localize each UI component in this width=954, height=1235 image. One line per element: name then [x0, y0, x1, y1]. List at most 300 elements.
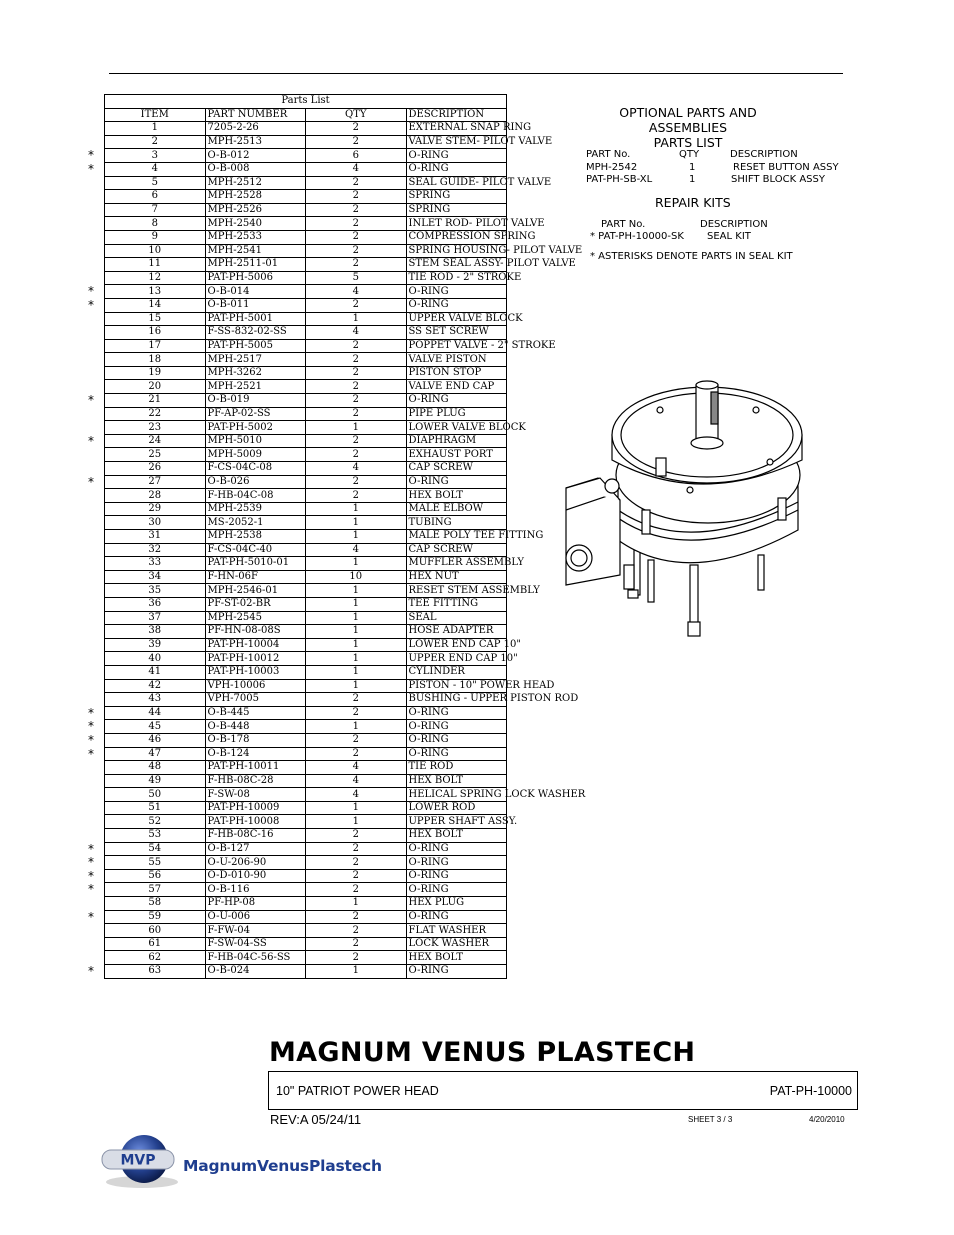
qty-cell: [306, 176, 407, 190]
description-cell-text: TEE FITTING: [408, 598, 479, 610]
title-block: [268, 1071, 858, 1110]
seal-kit-asterisk: *: [88, 732, 94, 747]
part-number-cell: [205, 448, 306, 462]
qty-cell-text: 1: [352, 516, 359, 528]
description-cell-text: TIE ROD - 2" STROKE: [408, 272, 522, 284]
qty-cell-text: 1: [352, 503, 359, 515]
item-cell: [88, 393, 206, 408]
description-cell: [406, 489, 507, 503]
description-cell: [406, 761, 507, 775]
description-cell-text: HELICAL SPRING LOCK WASHER: [408, 788, 586, 800]
description-cell-text: O-RING: [408, 883, 449, 895]
table-row: [105, 937, 507, 951]
part-number-cell-text: F-SS-832-02-SS: [207, 326, 287, 338]
description-cell: [406, 856, 507, 870]
item-cell-text: 18: [148, 353, 162, 365]
part-number-cell-text: F-HB-08C-16: [207, 829, 274, 841]
description-cell-text: PISTON STOP: [408, 367, 482, 379]
description-cell: [406, 149, 507, 163]
qty-cell-text: 1: [352, 312, 359, 324]
qty-cell: [306, 135, 407, 149]
part-number-cell-text: O-B-127: [207, 842, 250, 854]
table-row: [105, 489, 507, 503]
table-row: [105, 258, 507, 272]
description-cell-text: HEX BOLT: [408, 951, 464, 963]
table-row: [105, 149, 507, 163]
item-cell-text: 37: [148, 611, 162, 623]
qty-cell-text: 2: [352, 136, 359, 148]
qty-cell-text: 4: [352, 462, 359, 474]
description-cell-text: COMPRESSION SPRING: [408, 231, 536, 243]
table-row: [105, 829, 507, 843]
description-cell-text: LOWER ROD: [408, 802, 476, 814]
part-number-cell: [205, 815, 306, 829]
item-cell: [105, 448, 206, 462]
item-cell: [105, 829, 206, 843]
table-row: [105, 421, 507, 435]
qty-cell-text: 2: [352, 231, 359, 243]
description-cell: [406, 693, 579, 707]
part-number-cell-text: PAT-PH-10011: [207, 761, 280, 773]
description-cell-text: O-RING: [408, 856, 449, 868]
part-number-cell-text: O-U-006: [207, 910, 251, 922]
item-cell-text: 58: [148, 897, 162, 909]
qty-cell: [306, 693, 407, 707]
table-row: [105, 394, 507, 408]
item-cell-text: 26: [148, 462, 162, 474]
table-row: [105, 135, 507, 149]
table-row: [105, 883, 507, 897]
description-cell: [406, 638, 521, 652]
qty-cell: [306, 380, 407, 394]
description-cell-text: O-RING: [408, 475, 449, 487]
qty-cell-text: 1: [352, 625, 359, 637]
part-number-cell: [205, 407, 306, 421]
description-cell: [406, 312, 523, 326]
item-cell: [88, 909, 206, 924]
item-cell-text: 39: [148, 639, 162, 651]
description-cell: [406, 611, 507, 625]
part-number-cell-text: F-SW-08: [207, 788, 250, 800]
qty-cell: [306, 965, 407, 979]
qty-cell-text: 4: [352, 788, 359, 800]
item-cell-text: 11: [148, 258, 162, 270]
item-cell-text: 27: [148, 475, 162, 487]
qty-cell-text: 1: [352, 557, 359, 569]
top-rule: [109, 73, 843, 74]
table-row: [105, 448, 507, 462]
qty-cell-text: 1: [352, 530, 359, 542]
description-cell-text: SS SET SCREW: [408, 326, 489, 338]
table-row: [105, 842, 507, 856]
repair-kits-title: REPAIR KITS: [655, 195, 731, 210]
item-cell-text: 24: [148, 435, 162, 447]
part-number-cell-text: O-U-206-90: [207, 856, 267, 868]
qty-cell: [306, 801, 407, 815]
item-cell-text: 55: [148, 856, 162, 868]
part-number-cell: [205, 135, 306, 149]
repair-header-part: PART No.: [601, 219, 646, 230]
description-cell-text: O-RING: [408, 394, 449, 406]
description-cell-text: SEAL GUIDE- PILOT VALVE: [408, 176, 552, 188]
description-cell-text: CYLINDER: [408, 666, 465, 678]
table-row: [105, 462, 507, 476]
part-number-cell: [205, 353, 306, 367]
description-cell: [406, 339, 556, 353]
part-number-cell-text: MPH-2541: [207, 244, 263, 256]
item-cell: [88, 148, 206, 163]
item-cell: [105, 638, 206, 652]
repair-header-desc: DESCRIPTION: [700, 219, 768, 230]
part-number-cell-text: MPH-2528: [207, 190, 263, 202]
qty-cell: [306, 720, 407, 734]
item-cell: [105, 557, 206, 571]
qty-cell-text: 2: [352, 394, 359, 406]
item-cell: [105, 611, 206, 625]
description-cell-text: INLET ROD- PILOT VALVE: [408, 217, 545, 229]
table-row: [105, 597, 507, 611]
qty-cell: [306, 366, 407, 380]
item-cell-text: 60: [148, 924, 162, 936]
table-row: [105, 312, 507, 326]
part-number-cell: [205, 679, 306, 693]
qty-cell-text: 2: [352, 924, 359, 936]
item-cell-text: 62: [148, 951, 162, 963]
item-cell-text: 50: [148, 788, 162, 800]
description-cell-text: O-RING: [408, 734, 449, 746]
table-row: [105, 788, 507, 802]
qty-cell: [306, 448, 407, 462]
revision: REV:A 05/24/11: [270, 1112, 362, 1127]
qty-cell: [306, 924, 407, 938]
part-number-cell-text: O-B-026: [207, 475, 250, 487]
item-cell-text: 32: [148, 543, 162, 555]
table-row: [105, 244, 507, 258]
table-row: [105, 475, 507, 489]
part-number-cell: [205, 611, 306, 625]
part-number-cell-text: MS-2052-1: [207, 516, 264, 528]
qty-cell-text: 2: [352, 380, 359, 392]
item-cell: [105, 217, 206, 231]
part-number-cell: [205, 897, 306, 911]
item-cell-text: 5: [151, 176, 158, 188]
qty-cell: [306, 829, 407, 843]
sheet-number: SHEET 3 / 3: [688, 1115, 733, 1124]
seal-kit-asterisk: *: [88, 393, 94, 408]
item-cell-text: 14: [148, 299, 162, 311]
qty-cell: [306, 761, 407, 775]
description-cell-text: O-RING: [408, 707, 449, 719]
item-cell: [88, 297, 206, 312]
description-cell: [406, 706, 507, 720]
qty-cell-text: 2: [352, 339, 359, 351]
qty-cell-text: 4: [352, 163, 359, 175]
qty-cell-text: 1: [352, 815, 359, 827]
part-number-cell-text: F-HB-08C-28: [207, 774, 274, 786]
qty-cell: [306, 625, 407, 639]
part-number-cell: [205, 298, 306, 312]
item-cell-text: 54: [148, 842, 162, 854]
document-title: 10" PATRIOT POWER HEAD: [276, 1084, 439, 1098]
part-number-cell-text: MPH-3262: [207, 367, 263, 379]
seal-kit-asterisk: *: [88, 297, 94, 312]
qty-cell-text: 4: [352, 326, 359, 338]
description-cell: [406, 353, 507, 367]
description-cell: [406, 217, 545, 231]
description-cell: [406, 965, 507, 979]
table-row: [105, 611, 507, 625]
table-row: [105, 557, 507, 571]
item-cell: [88, 719, 206, 734]
item-cell: [105, 122, 206, 136]
table-row: [105, 176, 507, 190]
part-number-cell: [205, 829, 306, 843]
table-row: [105, 271, 507, 285]
description-cell: [406, 190, 507, 204]
description-cell: [406, 462, 507, 476]
part-number-cell: [205, 842, 306, 856]
qty-cell: [306, 937, 407, 951]
seal-kit-asterisk: *: [88, 433, 94, 448]
seal-kit-asterisk: *: [88, 909, 94, 924]
qty-cell-text: 6: [352, 149, 359, 161]
part-number-cell: [205, 693, 306, 707]
description-cell: [406, 747, 507, 761]
parts-list-body: [88, 122, 586, 978]
part-number-cell-text: O-B-124: [207, 747, 250, 759]
item-cell: [105, 244, 206, 258]
item-cell-text: 40: [148, 652, 162, 664]
description-cell: [406, 230, 536, 244]
part-number-cell-text: O-B-445: [207, 707, 250, 719]
description-cell: [406, 366, 507, 380]
description-cell: [406, 829, 507, 843]
part-number-cell: [205, 176, 306, 190]
qty-cell-text: 1: [352, 679, 359, 691]
item-cell: [88, 746, 206, 761]
part-number-cell: [205, 856, 306, 870]
table-row: [105, 747, 507, 761]
item-cell: [88, 433, 206, 448]
qty-cell: [306, 285, 407, 299]
item-cell: [105, 897, 206, 911]
qty-cell-text: 2: [352, 734, 359, 746]
item-cell: [105, 271, 206, 285]
part-number-cell: [205, 203, 306, 217]
description-cell: [406, 897, 507, 911]
part-number-cell: [205, 543, 306, 557]
description-cell: [406, 502, 507, 516]
description-cell: [406, 937, 507, 951]
asterisk-note: * ASTERISKS DENOTE PARTS IN SEAL KIT: [590, 251, 793, 262]
item-cell-text: 17: [148, 339, 162, 351]
optional-title-line2: PARTS LIST: [653, 135, 723, 150]
description-cell-text: O-RING: [408, 842, 449, 854]
table-row: [105, 652, 507, 666]
item-cell: [105, 679, 206, 693]
part-number-cell-text: MPH-2511-01: [207, 258, 279, 270]
item-cell: [105, 326, 206, 340]
qty-cell-text: 1: [352, 611, 359, 623]
part-number-cell: [205, 394, 306, 408]
part-number-cell: [205, 475, 306, 489]
qty-cell-text: 2: [352, 829, 359, 841]
description-cell: [406, 910, 507, 924]
part-number-cell-text: PAT-PH-5005: [207, 339, 274, 351]
description-cell-text: RESET STEM ASSEMBLY: [408, 584, 540, 596]
description-cell-text: O-RING: [408, 870, 449, 882]
qty-cell: [306, 122, 407, 136]
description-cell: [406, 176, 552, 190]
table-row: [105, 190, 507, 204]
qty-cell: [306, 679, 407, 693]
item-cell: [105, 203, 206, 217]
description-cell: [406, 597, 507, 611]
item-cell-text: 29: [148, 503, 162, 515]
description-cell-text: HEX BOLT: [408, 774, 464, 786]
part-number-cell: [205, 584, 306, 598]
description-cell: [406, 271, 522, 285]
description-cell: [406, 665, 507, 679]
seal-kit-asterisk: *: [88, 746, 94, 761]
qty-cell-text: 2: [352, 176, 359, 188]
item-cell-text: 6: [151, 190, 158, 202]
item-cell-text: 30: [148, 516, 162, 528]
table-row: [105, 924, 507, 938]
part-number-cell: [205, 462, 306, 476]
description-cell: [406, 842, 507, 856]
description-cell-text: HEX BOLT: [408, 489, 464, 501]
part-number-cell-text: MPH-5009: [207, 448, 263, 460]
description-cell: [406, 394, 507, 408]
qty-cell: [306, 570, 407, 584]
seal-kit-asterisk: *: [88, 474, 94, 489]
item-cell-text: 22: [148, 407, 162, 419]
qty-cell-text: 2: [352, 475, 359, 487]
description-cell: [406, 788, 586, 802]
item-cell: [105, 570, 206, 584]
description-cell: [406, 448, 507, 462]
part-number-cell: [205, 720, 306, 734]
description-cell: [406, 285, 507, 299]
seal-kit-asterisk: *: [88, 148, 94, 163]
qty-cell-text: 2: [352, 435, 359, 447]
item-cell: [88, 161, 206, 176]
description-cell: [406, 244, 583, 258]
item-cell: [105, 366, 206, 380]
description-cell-text: MALE POLY TEE FITTING: [408, 530, 544, 542]
part-number-cell: [205, 951, 306, 965]
qty-cell-text: 2: [352, 244, 359, 256]
table-row: [105, 693, 507, 707]
part-number-cell-text: PAT-PH-5010-01: [207, 557, 290, 569]
item-cell-text: 49: [148, 774, 162, 786]
item-cell: [105, 380, 206, 394]
table-row: [105, 869, 507, 883]
part-number-cell: [205, 530, 306, 544]
table-row: [105, 502, 507, 516]
item-cell: [105, 421, 206, 435]
table-row: [105, 625, 507, 639]
qty-cell: [306, 910, 407, 924]
item-cell: [105, 190, 206, 204]
qty-cell-text: 2: [352, 693, 359, 705]
part-number-cell-text: F-HN-06F: [207, 571, 258, 583]
table-row: [105, 122, 507, 136]
qty-cell: [306, 665, 407, 679]
part-number-cell: [205, 937, 306, 951]
part-number-cell-text: 7205-2-26: [207, 122, 259, 134]
part-number-cell: [205, 271, 306, 285]
part-number-cell-text: PF-HN-08-08S: [207, 625, 281, 637]
part-number-cell: [205, 312, 306, 326]
description-cell: [406, 557, 524, 571]
part-number-cell: [205, 285, 306, 299]
qty-cell-text: 1: [352, 584, 359, 596]
description-cell: [406, 122, 532, 136]
table-row: [105, 380, 507, 394]
qty-cell: [306, 502, 407, 516]
part-number-cell-text: PAT-PH-5006: [207, 272, 274, 284]
logo-wordmark: MagnumVenusPlastech: [183, 1157, 382, 1175]
part-number-cell: [205, 230, 306, 244]
description-cell: [406, 774, 507, 788]
optional-header-part: PART No.: [586, 149, 631, 160]
item-cell-text: 31: [148, 530, 162, 542]
qty-cell-text: 2: [352, 258, 359, 270]
qty-cell-text: 2: [352, 747, 359, 759]
seal-kit-asterisk: *: [88, 161, 94, 176]
table-row: [105, 326, 507, 340]
qty-cell-text: 2: [352, 938, 359, 950]
description-cell-text: LOCK WASHER: [408, 938, 490, 950]
item-cell-text: 9: [151, 231, 158, 243]
item-cell: [88, 474, 206, 489]
table-row: [105, 965, 507, 979]
optional-parts-title: [583, 105, 793, 150]
description-cell: [406, 135, 553, 149]
optional-header-qty: QTY: [679, 149, 700, 160]
item-cell: [105, 937, 206, 951]
part-number-cell-text: F-CS-04C-40: [207, 543, 273, 555]
description-cell: [406, 258, 576, 272]
description-cell-text: VALVE PISTON: [408, 353, 487, 365]
item-cell-text: 53: [148, 829, 162, 841]
part-number-cell: [205, 597, 306, 611]
qty-cell-text: 2: [352, 707, 359, 719]
qty-cell-text: 2: [352, 910, 359, 922]
part-number-cell: [205, 258, 306, 272]
description-cell-text: O-RING: [408, 965, 449, 977]
description-cell: [406, 475, 507, 489]
item-cell-text: 46: [148, 734, 162, 746]
table-row: [105, 530, 507, 544]
description-cell-text: MUFFLER ASSEMBLY: [408, 557, 524, 569]
header-description: DESCRIPTION: [406, 108, 507, 122]
qty-cell-text: 2: [352, 122, 359, 134]
item-cell: [105, 502, 206, 516]
description-cell-text: STEM SEAL ASSY- PILOT VALVE: [408, 258, 576, 270]
description-cell-text: CAP SCREW: [408, 543, 473, 555]
item-cell: [105, 135, 206, 149]
table-row: [105, 665, 507, 679]
part-number-cell-text: PAT-PH-5001: [207, 312, 274, 324]
item-cell-text: 43: [148, 693, 162, 705]
part-number-cell: [205, 421, 306, 435]
item-cell: [105, 693, 206, 707]
qty-cell-text: 4: [352, 285, 359, 297]
part-number-cell-text: O-B-178: [207, 734, 250, 746]
